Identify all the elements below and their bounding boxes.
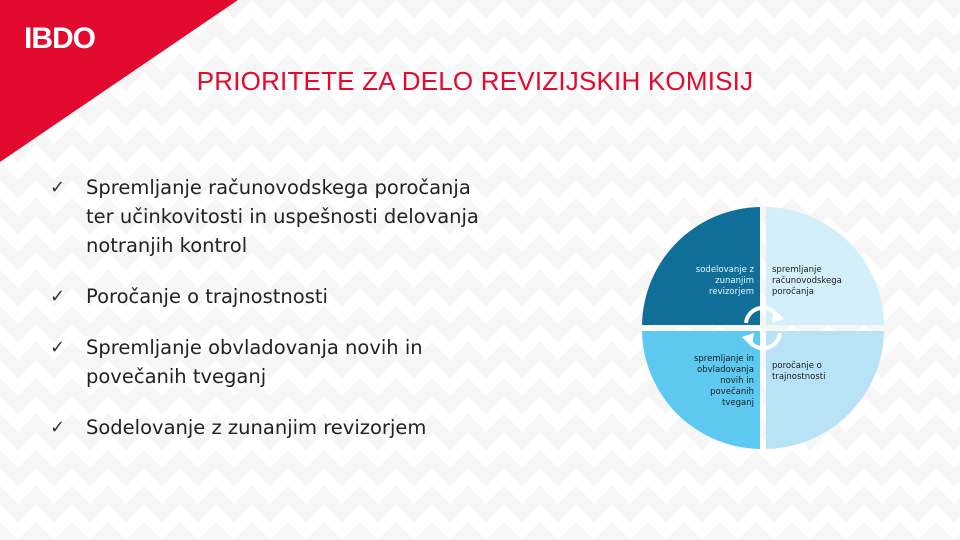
list-item [48,333,568,391]
list-item [48,173,568,260]
quadrant-bottom-right [766,331,884,449]
list-item [48,413,568,442]
list-item-line: notranjih kontrol [86,234,248,257]
list-item-line: ter učinkovitosti in uspešnosti delovanja [86,205,479,228]
checkmark-icon: ✓ [50,286,66,307]
quadrant-label-top-left: sodelovanje z zunanjim revizorjem [695,265,754,297]
list-item-line: Spremljanje obvladovanja novih in [86,336,423,359]
checkmark-icon: ✓ [50,177,66,198]
bdo-logo: IBDO [24,22,95,55]
checkmark-icon: ✓ [50,417,66,438]
list-item-line: Sodelovanje z zunanjim revizorjem [86,416,427,439]
quadrant-label-bottom-right: poročanje o trajnostnosti [772,361,826,382]
checkmark-icon: ✓ [50,337,66,358]
cycle-diagram [638,203,888,453]
priority-list [48,173,568,464]
list-item-line: Spremljanje računovodskega poročanja [86,176,471,199]
list-item-line: povečanih tveganj [86,365,267,388]
quadrant-label-bottom-left: spremljanje in obvladovanja novih in povečanih tveganj [693,354,754,408]
list-item [48,282,568,311]
quadrant-label-top-right: spremljanje računovodskega poročanja [772,265,842,297]
page-title: PRIORITETE ZA DELO REVIZIJSKIH KOMISIJ [196,66,754,96]
list-item-line: Poročanje o trajnostnosti [86,285,328,308]
